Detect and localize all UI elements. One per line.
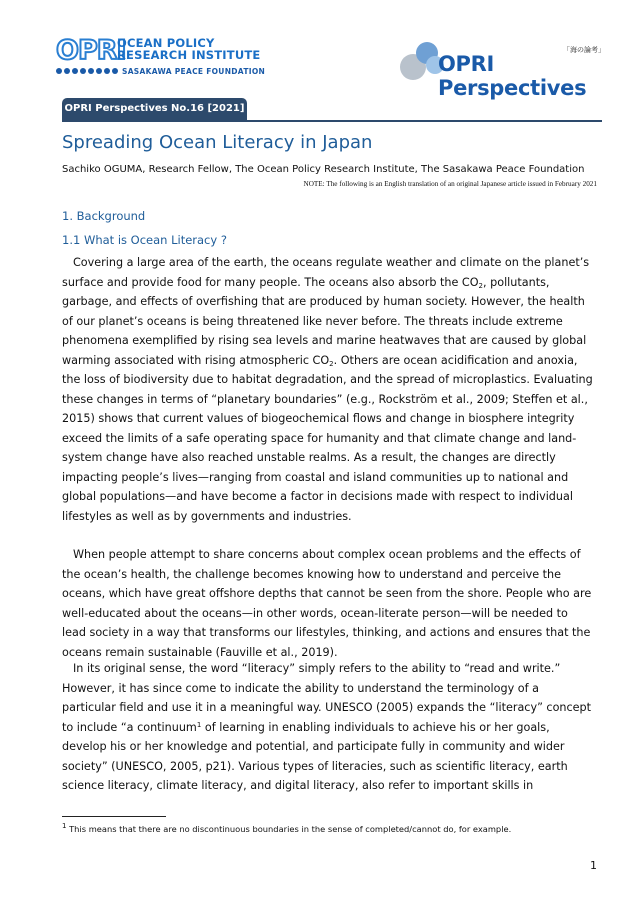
opri-logo-mark: OPRI xyxy=(56,35,126,66)
page-number: 1 xyxy=(590,859,597,872)
logo-dots xyxy=(56,68,118,74)
footnote-reference[interactable]: 1 xyxy=(196,720,202,729)
author-line: Sachiko OGUMA, Research Fellow, The Ocean Policy Research Institute, The Sasakawa Peace Foundation xyxy=(62,164,585,175)
paragraph-3: In its original sense, the word “literacy” simply refers to the ability to “read and write.” However, it has since come to indicate the ability to understand the terminology of a particular field and use it in a meaningful way. UNESCO (2005) expands the “literacy” concept to include “a continuum$^1$ of learning in enabling individuals to achieve his or her goals, develop his or her knowledge and potential, and participate fully in community and wider society” (UNESCO, 2005, p21). Various types of literacies, such as scientific literacy, earth science literacy, climate literacy, and digital literacy, also refer to important skills in xyxy=(62,662,592,792)
badge-divider xyxy=(62,120,602,122)
footnote-divider xyxy=(62,816,166,817)
paragraph-2: When people attempt to share concerns about complex ocean problems and the effects of the ocean’s health, the challenge becomes knowing how to understand and perceive the oceans, which have great offshore depths that cannot be seen from the shore. People who are well-educated about the oceans—in other words, ocean-literate person—will be needed to lead society in a way that transforms our lifestyles, thinking, and actions and ensures that the oceans remain sustainable (Fauville et al., 2019). xyxy=(62,548,592,659)
series-badge: OPRI Perspectives No.16 [2021] xyxy=(62,98,247,120)
section-heading: 1. Background xyxy=(62,209,146,223)
page-title: Spreading Ocean Literacy in Japan xyxy=(62,132,373,153)
paragraph-1: Covering a large area of the earth, the oceans regulate weather and climate on the planet’s surface and provide food for many people. The oceans also absorb the $CO_2$, pollutants, garbage, and effects of overfishing that are produced by human society. However, the health of our planet’s oceans is being threatened like never before. The threats include extreme phenomena exemplified by rising sea levels and marine heatwaves that are caused by global warming associated with rising atmospheric $CO_2$. Others are ocean acidification and anoxia, the loss of biodiversity due to habitat degradation, and the spread of microplastics. Evaluating these changes in terms of “planetary boundaries” (e.g., Rockström et al., 2009; Steffen et al., 2015) shows that current values of biogeochemical flows and change in biosphere integrity exceed the limits of a safe operating space for humanity and that climate change and land-system change have also reached unstable realms. As a result, the changes are directly impacting people’s lives—ranging from coastal and island communities up to national and global populations—and have become a factor in decisions made with respect to individual lifestyles as well as by governments and industries. xyxy=(62,256,593,523)
footnote: $^1$ This means that there are no discontinuous boundaries in the sense of completed/cannot do, for example. xyxy=(62,822,512,834)
opri-logo xyxy=(56,36,286,82)
perspectives-title: OPRI Perspectives xyxy=(438,52,587,100)
subsection-heading: 1.1 What is Ocean Literacy ? xyxy=(62,233,227,247)
translation-note: NOTE: The following is an English translation of an original Japanese article issued in February 2021 xyxy=(303,180,597,188)
perspectives-japanese-label: 「海の論考」 xyxy=(563,46,605,54)
foundation-name: SASAKAWA PEACE FOUNDATION xyxy=(122,67,266,76)
institute-name-line1: OCEAN POLICY xyxy=(117,36,215,50)
institute-name-line2: RESEARCH INSTITUTE xyxy=(117,48,261,62)
opri-perspectives-logo xyxy=(400,40,606,100)
